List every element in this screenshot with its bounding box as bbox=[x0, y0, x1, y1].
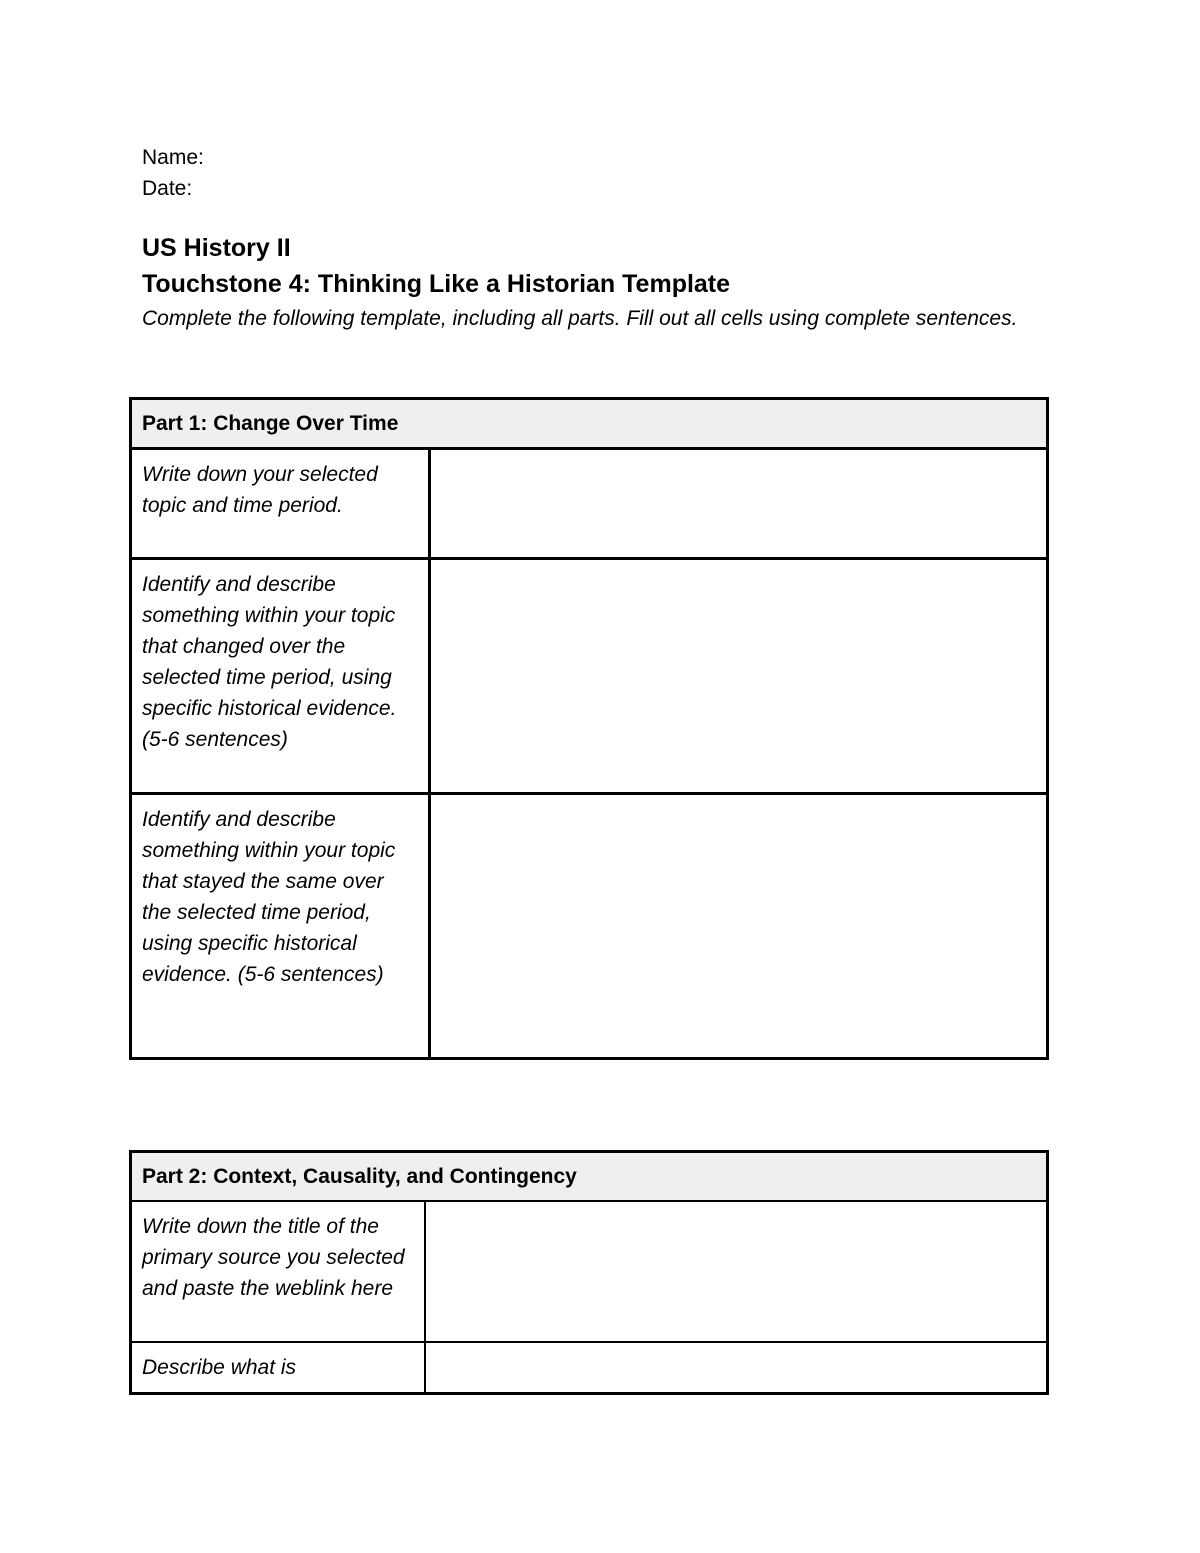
table-row bbox=[131, 794, 1048, 1059]
header-fields bbox=[142, 142, 204, 204]
part1-table bbox=[129, 397, 1049, 1060]
table-row bbox=[131, 559, 1048, 794]
part2-prompt-source: Write down the title of the primary source you selected and paste the weblink here bbox=[131, 1201, 426, 1342]
course-heading bbox=[142, 230, 730, 302]
instructions: Complete the following template, including all parts. Fill out all cells using complete sentences. bbox=[142, 307, 1018, 330]
table-row bbox=[131, 1342, 1048, 1394]
part2-answer-source[interactable] bbox=[425, 1201, 1048, 1342]
part2-heading: Part 2: Context, Causality, and Contingency bbox=[131, 1152, 1048, 1202]
part1-prompt-change: Identify and describe something within your topic that changed over the selected time period, using specific historical evidence. (5-6 sentences) bbox=[131, 559, 430, 794]
table-row bbox=[131, 1201, 1048, 1342]
course-title: US History II bbox=[142, 234, 291, 262]
part1-prompt-topic: Write down your selected topic and time period. bbox=[131, 449, 430, 559]
date-label: Date: bbox=[142, 177, 193, 200]
course-subtitle: Touchstone 4: Thinking Like a Historian Template bbox=[142, 270, 731, 298]
part1-prompt-continuity: Identify and describe something within your topic that stayed the same over the selected time period, using specific historical evidence. (5-6 sentences) bbox=[131, 794, 430, 1059]
part1-heading: Part 1: Change Over Time bbox=[131, 399, 1048, 449]
part2-prompt-describe: Describe what is bbox=[131, 1342, 426, 1394]
part1-answer-continuity[interactable] bbox=[430, 794, 1048, 1059]
part1-answer-change[interactable] bbox=[430, 559, 1048, 794]
part2-table bbox=[129, 1150, 1049, 1395]
name-label: Name: bbox=[142, 146, 204, 169]
part2-answer-describe[interactable] bbox=[425, 1342, 1048, 1394]
table-row bbox=[131, 449, 1048, 559]
part1-answer-topic[interactable] bbox=[430, 449, 1048, 559]
